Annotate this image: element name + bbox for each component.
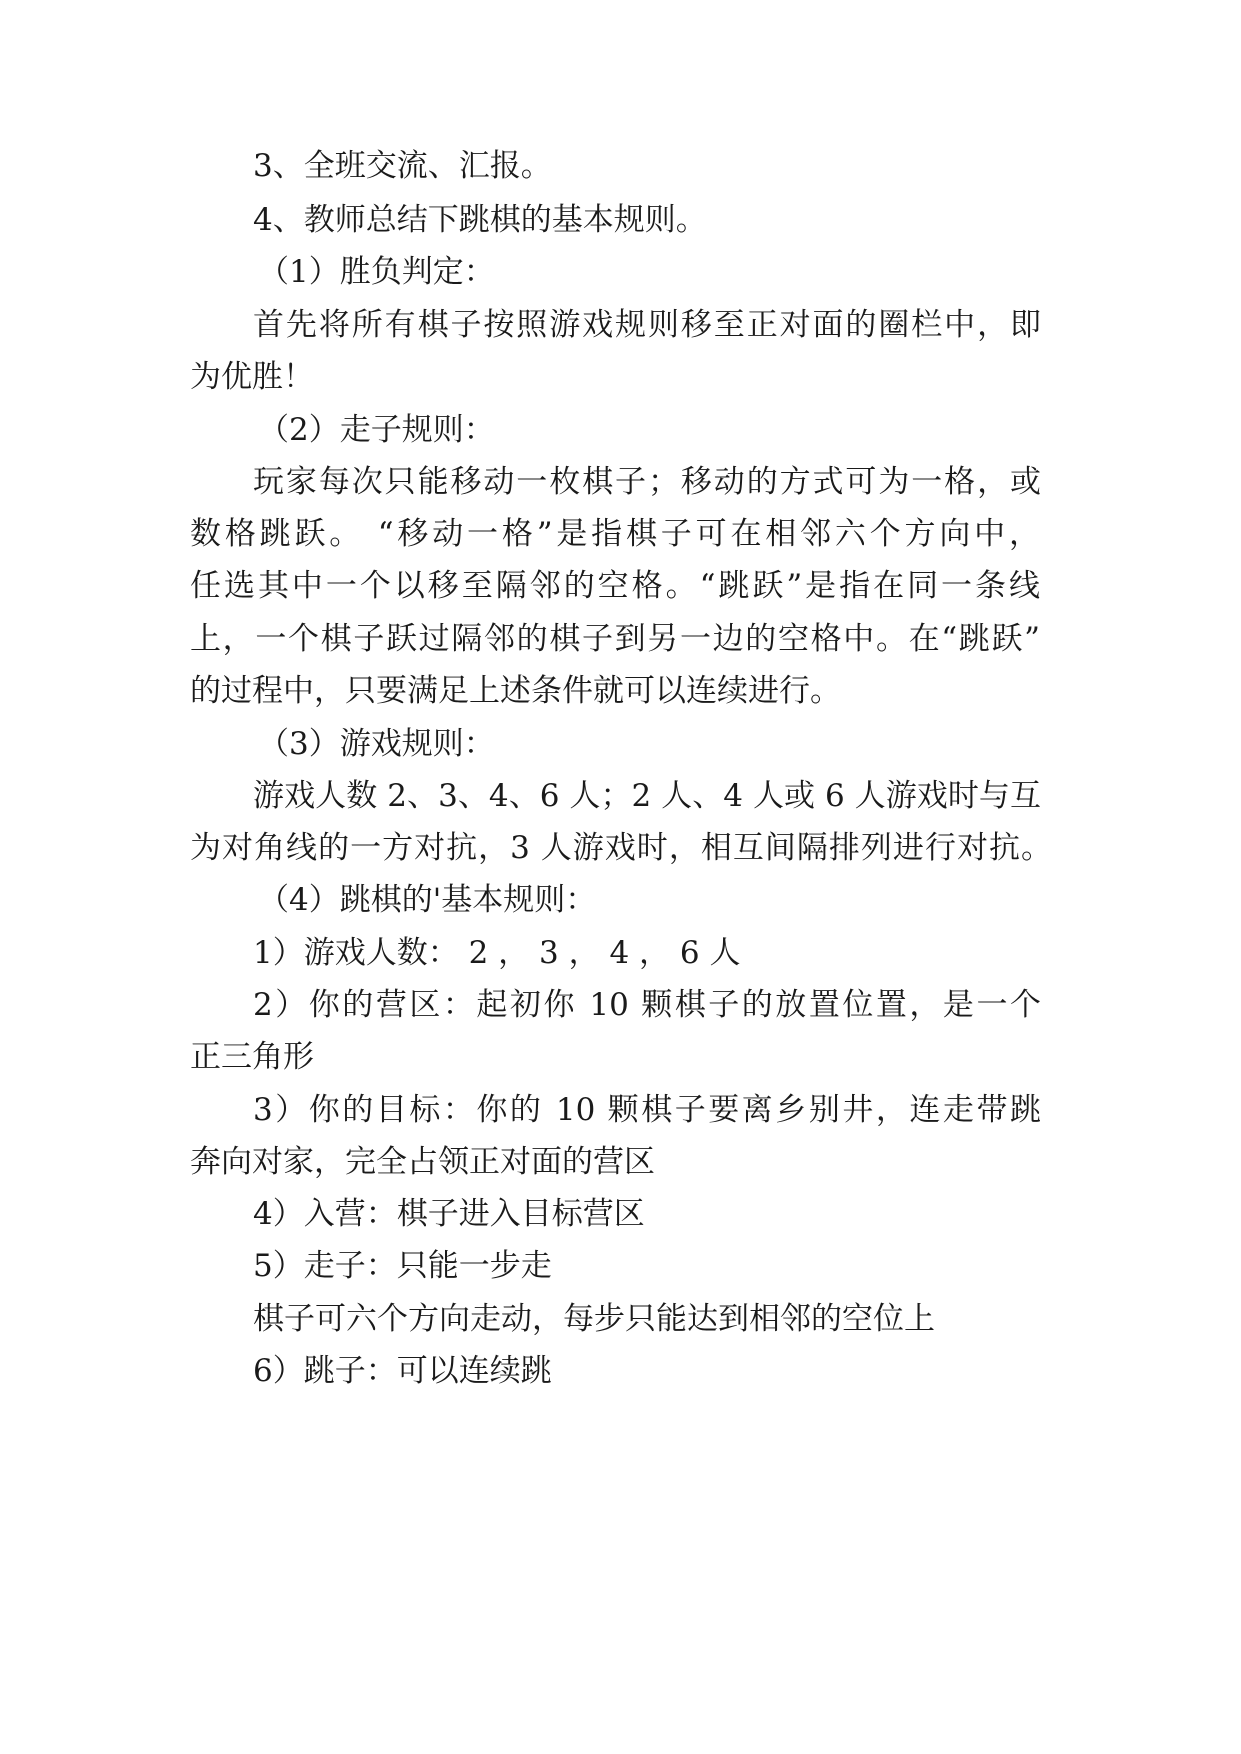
section-3-heading: （3）游戏规则：: [258, 726, 495, 762]
paragraph-line: 为对角线的一方对抗，3 人游戏时，相互间隔排列进行对抗。: [190, 830, 1052, 866]
rule-5-line: 5）走子：只能一步走: [253, 1248, 552, 1284]
paragraph-line: 游戏人数 2、3、4、6 人；2 人、4 人或 6 人游戏时与互: [253, 778, 1041, 814]
rule-1-line: 1）游戏人数： 2 ， 3 ， 4 ， 6 人: [253, 935, 741, 971]
section-1-heading: （1）胜负判定：: [258, 254, 495, 290]
paragraph-line: 正三角形: [190, 1039, 314, 1075]
section-2-heading: （2）走子规则：: [258, 412, 495, 448]
rule-6-line: 6）跳子：可以连续跳: [253, 1353, 552, 1389]
step-4-line: 4、教师总结下跳棋的基本规则。: [253, 202, 707, 238]
paragraph-line: 玩家每次只能移动一枚棋子；移动的方式可为一格，或: [253, 464, 1041, 500]
rule-2-line: 2）你的营区：起初你 10 颗棋子的放置位置，是一个: [253, 987, 1041, 1023]
rule-4-line: 4）入营：棋子进入目标营区: [253, 1196, 645, 1232]
step-3-line: 3、全班交流、汇报。: [253, 148, 552, 184]
paragraph-line: 奔向对家，完全占领正对面的营区: [190, 1144, 655, 1180]
rule-3-line: 3）你的目标：你的 10 颗棋子要离乡别井，连走带跳: [253, 1092, 1041, 1128]
section-4-heading: （4）跳棋的'基本规则：: [258, 882, 597, 918]
paragraph-line: 的过程中，只要满足上述条件就可以连续进行。: [190, 673, 841, 709]
paragraph-line: 为优胜！: [190, 359, 314, 395]
paragraph-line: 数格跳跃。 “移动一格”是指棋子可在相邻六个方向中，: [190, 516, 1040, 552]
paragraph-line: 棋子可六个方向走动，每步只能达到相邻的空位上: [253, 1301, 935, 1337]
paragraph-line: 上，一个棋子跃过隔邻的棋子到另一边的空格中。在“跳跃”: [190, 621, 1040, 657]
paragraph-line: 任选其中一个以移至隔邻的空格。“跳跃”是指在同一条线: [190, 568, 1040, 604]
paragraph-line: 首先将所有棋子按照游戏规则移至正对面的圈栏中，即: [253, 307, 1041, 343]
